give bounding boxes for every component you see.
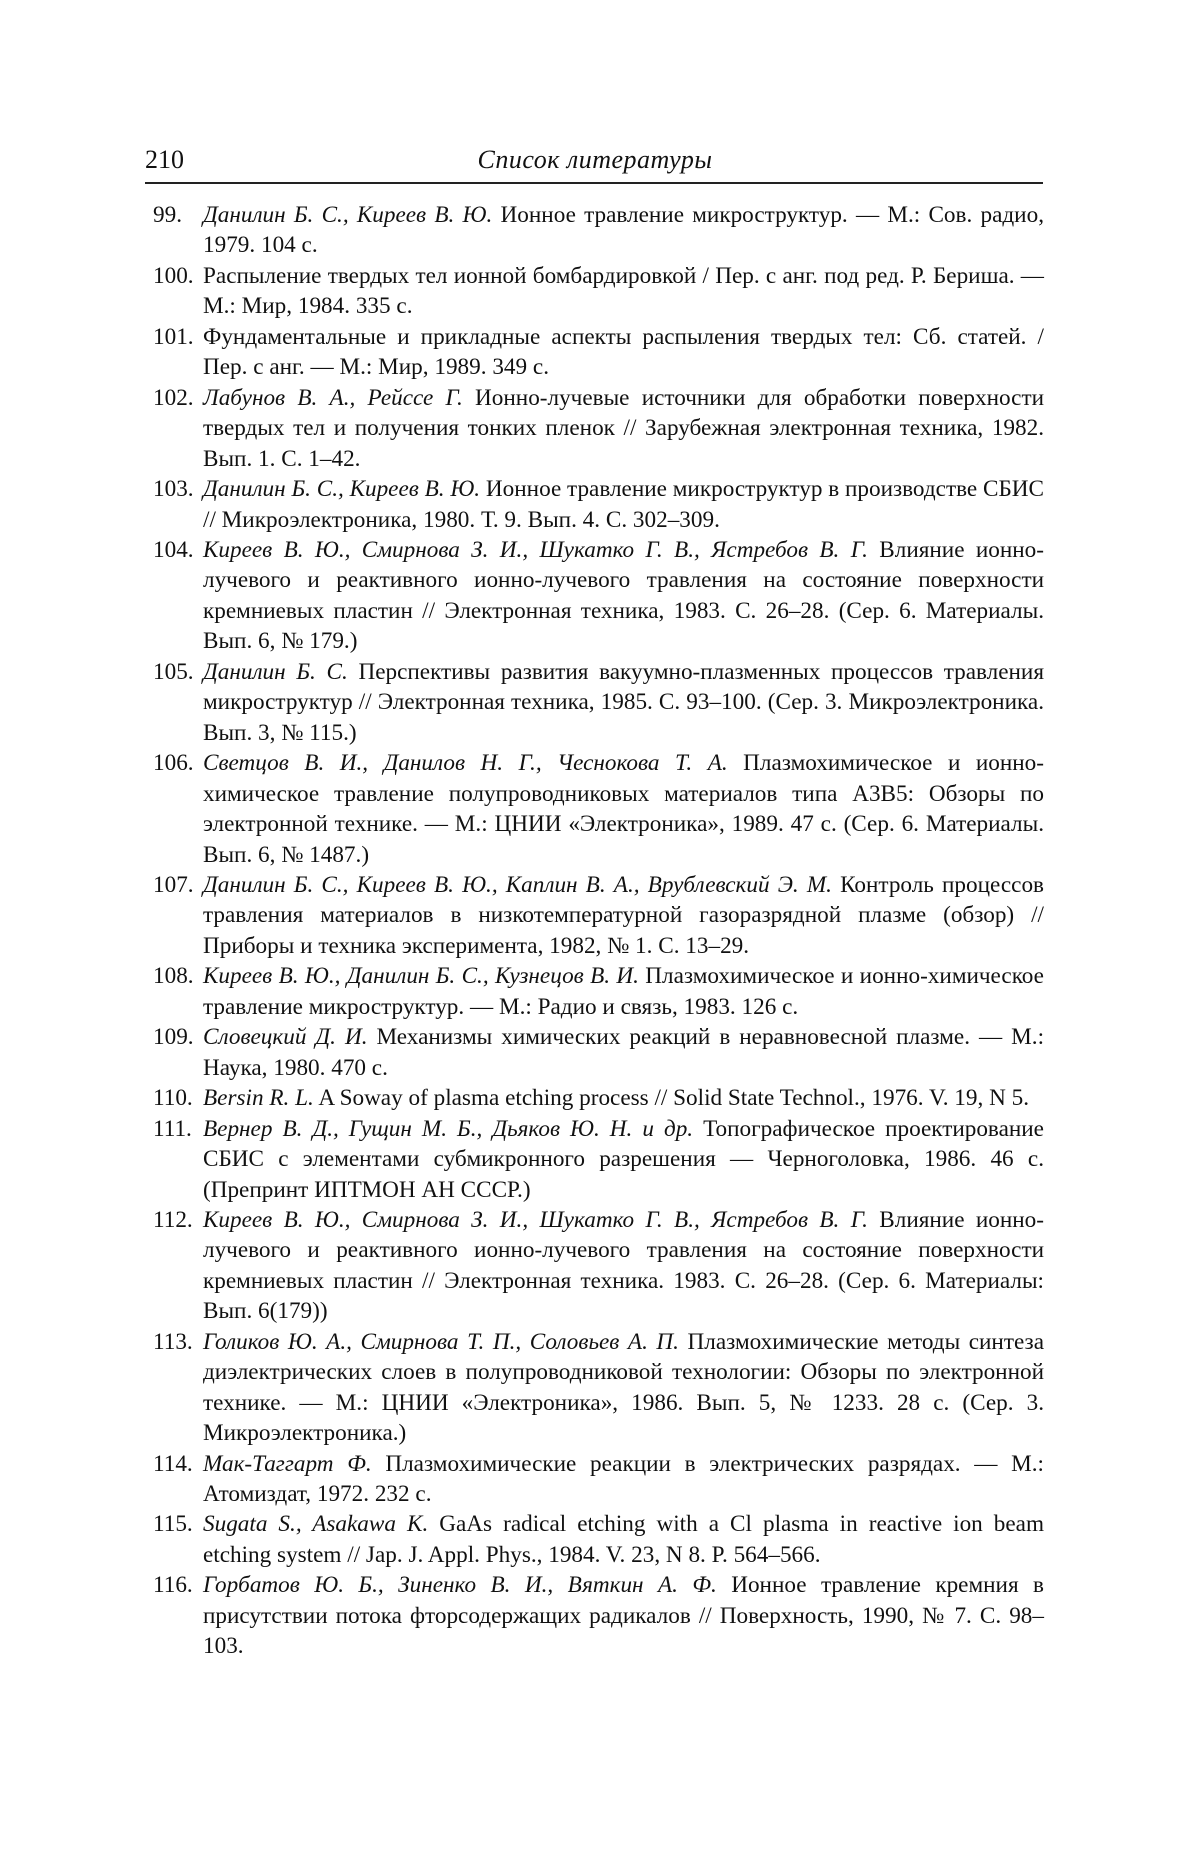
- reference-text: Контроль процессов травления материалов в низкотемпературной газоразрядной плазме (обзор) // Приборы и техника эксперимента, 1982, № 1. С. 13–29.: [203, 871, 1044, 959]
- reference-item: [153, 657, 1044, 748]
- reference-number: 111.: [153, 1115, 192, 1142]
- reference-item: [153, 1083, 1044, 1113]
- reference-number: 112.: [153, 1206, 193, 1233]
- reference-authors: Киреев В. Ю., Данилин Б. С., Кузнецов В. И.: [203, 963, 639, 990]
- reference-number: 106.: [153, 750, 194, 777]
- reference-text: Топографическое проектирование СБИС с элементами субмикронного разрешения — Черноголовка, 1986. 46 с. (Препринт ИПТМОН АН СССР.): [203, 1115, 1044, 1203]
- reference-number: 110.: [153, 1085, 193, 1112]
- header-rule: [145, 182, 1043, 184]
- reference-authors: Словецкий Д. И.: [203, 1024, 368, 1051]
- reference-number: 115.: [153, 1511, 193, 1538]
- reference-text: Ионно-лучевые источники для обработки поверхности твердых тел и получения тонких пленок // Зарубежная электронная техника, 1982. Вып. 1. С. 1–42.: [203, 384, 1044, 472]
- reference-number: 104.: [153, 536, 194, 563]
- reference-item: [153, 1022, 1044, 1083]
- reference-number: 101.: [153, 323, 194, 350]
- reference-item: [153, 1570, 1044, 1661]
- reference-item: [153, 474, 1044, 535]
- reference-item: [153, 1449, 1044, 1510]
- reference-authors: Светцов В. И., Данилов Н. Г., Чеснокова Т. А.: [203, 750, 728, 777]
- reference-authors: Sugata S., Asakawa K.: [203, 1511, 429, 1538]
- reference-item: [153, 322, 1044, 383]
- reference-item: [153, 748, 1044, 870]
- reference-authors: Данилин Б. С., Киреев В. Ю., Каплин В. А., Врублевский Э. М.: [203, 871, 832, 898]
- reference-authors: Голиков Ю. А., Смирнова Т. П., Соловьев А. П.: [203, 1328, 679, 1355]
- reference-authors: Мак-Таггарт Ф.: [203, 1450, 372, 1477]
- reference-item: [153, 1205, 1044, 1327]
- reference-number: 107.: [153, 871, 194, 898]
- reference-text: Ионное травление микроструктур в производстве СБИС // Микроэлектроника, 1980. Т. 9. Вып. 4. С. 302–309.: [203, 476, 1044, 533]
- reference-authors: Киреев В. Ю., Смирнова З. И., Шукатко Г. В., Ястребов В. Г.: [203, 1206, 868, 1233]
- reference-authors: Вернер В. Д., Гущин М. Б., Дьяков Ю. Н. и др.: [203, 1115, 694, 1142]
- reference-text: Плазмохимическое и ионно-химическое травление полупроводниковых материалов типа A3B5: Обзоры по электронной технике. — М.: ЦНИИ «Электроника», 1989. 47 с. (Сер. 6. Материалы. Вып. 6, № 1487.): [203, 750, 1044, 868]
- reference-text: Ионное травление микроструктур. — М.: Сов. радио, 1979. 104 с.: [203, 202, 1044, 259]
- reference-item: [153, 383, 1044, 474]
- reference-number: 113.: [153, 1328, 193, 1355]
- reference-authors: Данилин Б. С.: [203, 658, 348, 685]
- reference-authors: Лабунов В. А., Рейссе Г.: [203, 384, 463, 411]
- reference-text: Влияние ионно-лучевого и реактивного ионно-лучевого травления на состояние поверхности кремниевых пластин // Электронная техника. 1983. С. 26–28. (Сер. 6. Материалы: Вып. 6(179)): [203, 1206, 1044, 1325]
- reference-text: Фундаментальные и прикладные аспекты распыления твердых тел: Сб. статей. / Пер. с анг. — М.: Мир, 1989. 349 с.: [203, 323, 1044, 381]
- reference-number: 102.: [153, 384, 194, 411]
- reference-item: [153, 535, 1044, 657]
- reference-authors: Данилин Б. С., Киреев В. Ю.: [203, 476, 481, 503]
- reference-text: Перспективы развития вакуумно-плазменных процессов травления микроструктур // Электронная техника, 1985. С. 93–100. (Сер. 3. Микроэлектроника. Вып. 3, № 115.): [203, 658, 1045, 746]
- reference-authors: Горбатов Ю. Б., Зиненко В. И., Вяткин А. Ф.: [203, 1572, 717, 1599]
- reference-text: Плазмохимические реакции в электрических разрядах. — М.: Атомиздат, 1972. 232 с.: [203, 1450, 1044, 1508]
- reference-item: [153, 870, 1044, 961]
- reference-text: Механизмы химических реакций в неравновесной плазме. — М.: Наука, 1980. 470 с.: [203, 1024, 1045, 1081]
- reference-number: 99.: [153, 202, 182, 228]
- reference-item: [153, 200, 1044, 261]
- reference-number: 100.: [153, 262, 194, 289]
- reference-text: Влияние ионно-лучевого и реактивного ионно-лучевого травления на состояние поверхности кремниевых пластин // Электронная техника, 1983. С. 26–28. (Сер. 6. Материалы. Вып. 6, № 179.): [203, 536, 1044, 655]
- reference-text: GaAs radical etching with a Cl plasma in reactive ion beam etching system // Jap. J. Appl. Phys., 1984. V. 23, N 8. P. 564–566.: [203, 1511, 1044, 1568]
- reference-list: [153, 200, 1044, 1662]
- reference-item: [153, 1327, 1044, 1449]
- page-header: [145, 145, 1045, 181]
- reference-item: [153, 1509, 1044, 1570]
- reference-text: Плазмохимическое и ионно-химическое травление микроструктур. — М.: Радио и связь, 1983. 126 с.: [203, 963, 1044, 1020]
- reference-item: [153, 1114, 1044, 1205]
- reference-number: 103.: [153, 476, 194, 503]
- reference-text: A Soway of plasma etching process // Solid State Technol., 1976. V. 19, N 5.: [313, 1085, 1030, 1112]
- reference-number: 105.: [153, 658, 194, 685]
- reference-authors: Bersin R. L.: [203, 1085, 314, 1112]
- reference-number: 116.: [153, 1572, 193, 1599]
- page-number: 210: [145, 145, 184, 174]
- running-title: Список литературы: [477, 145, 713, 174]
- reference-text: Распыление твердых тел ионной бомбардировкой / Пер. с анг. под ред. Р. Бериша. — М.: Мир, 1984. 335 с.: [203, 262, 1044, 320]
- reference-text: Плазмохимические методы синтеза диэлектрических слоев в полупроводниковой технологии: Обзоры по электронной технике. — М.: ЦНИИ «Электроника», 1986. Вып. 5, № 1233. 28 с. (Сер. 3. Микроэлектроника.): [203, 1328, 1044, 1447]
- reference-number: 114.: [153, 1450, 193, 1477]
- reference-text: Ионное травление кремния в присутствии потока фторсодержащих радикалов // Поверхность, 1990, № 7. С. 98–103.: [203, 1572, 1044, 1660]
- reference-number: 109.: [153, 1024, 194, 1051]
- reference-authors: Данилин Б. С., Киреев В. Ю.: [203, 202, 493, 228]
- reference-item: [153, 261, 1044, 322]
- reference-authors: Киреев В. Ю., Смирнова З. И., Шукатко Г. В., Ястребов В. Г.: [203, 536, 868, 563]
- reference-number: 108.: [153, 963, 194, 990]
- reference-item: [153, 961, 1044, 1022]
